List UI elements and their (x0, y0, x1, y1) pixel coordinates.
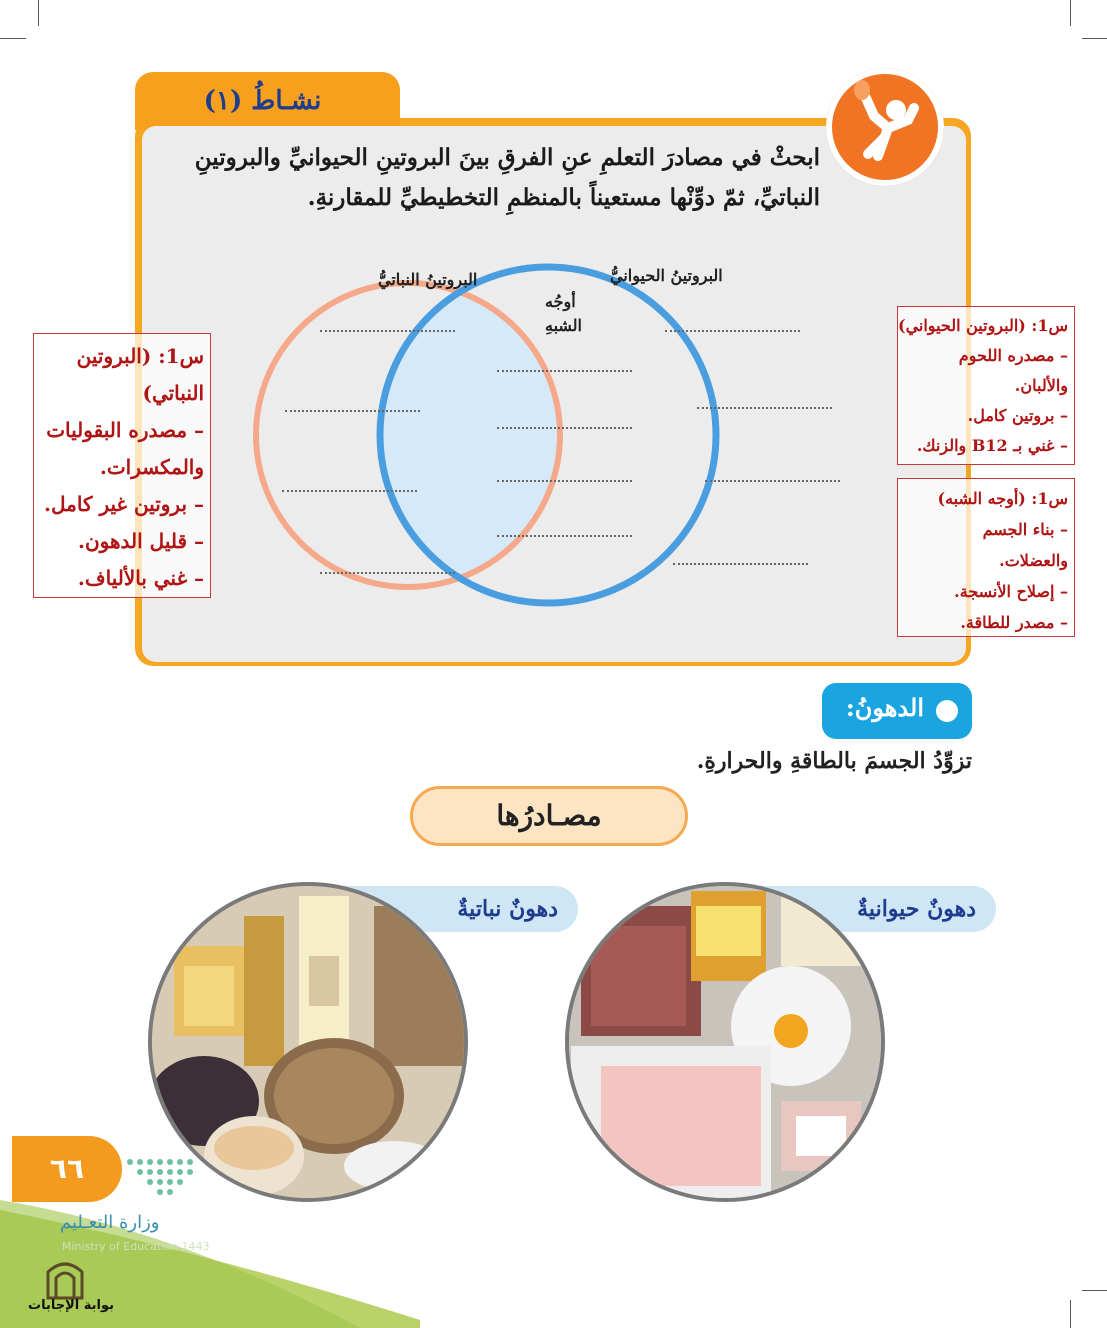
activity-badge-icon (826, 68, 944, 186)
animal-fats-photo (565, 882, 885, 1202)
note-line: س1: (البروتين الحيواني) (898, 316, 1068, 335)
activity-instruction (160, 138, 820, 218)
activity-title: نشـاطُ (١) (203, 86, 322, 116)
answer-line (665, 330, 800, 332)
site-watermark: بوابة الإجابات (28, 1298, 114, 1313)
note-line: – مصدر للطاقة. (960, 613, 1068, 632)
note-line: – قليل الدهون. (78, 529, 204, 553)
answer-line (673, 563, 808, 565)
fats-description: تزوِّدُ الجسمَ بالطاقةِ والحرارةِ. (696, 748, 972, 774)
page-number: ٦٦ (12, 1136, 122, 1202)
note-line: والعضلات. (999, 551, 1068, 570)
ministry-dots-icon (120, 1156, 200, 1198)
note-line: – غني بالألياف. (77, 566, 204, 590)
fats-heading-text: الدهونُ: (845, 693, 924, 722)
answer-note-similarities (897, 478, 1075, 637)
venn-left-label: البروتينُ النباتيُّ (378, 270, 478, 289)
activity-tab (135, 72, 400, 130)
note-line: س1: (أوجه الشبه) (937, 489, 1068, 508)
sources-heading: مصـادرُها (410, 786, 688, 846)
crop-mark (1082, 38, 1107, 39)
gate-logo-icon (44, 1256, 86, 1300)
answer-note-animal (897, 306, 1075, 465)
note-line: – بروتين غير كامل. (44, 492, 204, 516)
answer-line (497, 427, 632, 429)
note-line: – إصلاح الأنسجة. (954, 582, 1068, 601)
ministry-year: 1443 (181, 1240, 210, 1253)
crop-mark (0, 38, 26, 39)
note-line: – مصدره اللحوم (958, 346, 1068, 365)
venn-middle-label: أوجُه (545, 292, 576, 311)
bullet-icon (936, 700, 958, 722)
venn-diagram (240, 225, 720, 645)
ministry-name-en (62, 1240, 210, 1253)
answer-line (497, 535, 632, 537)
crop-mark (38, 0, 39, 26)
answer-line (497, 480, 632, 482)
answer-line (320, 330, 455, 332)
venn-right-label: البروتينُ الحيوانيُّ (610, 266, 723, 285)
note-line: – بروتين كامل. (967, 406, 1068, 425)
crop-mark (1070, 0, 1071, 26)
note-line: – غني بـ B12 والزنك. (916, 436, 1068, 455)
crop-mark (1070, 1300, 1071, 1328)
note-line: والألبان. (1014, 376, 1068, 395)
animal-fats-label: دهونٌ حيوانيةٌ (700, 886, 996, 932)
note-line: النباتي) (142, 381, 204, 405)
plant-fats-photo (148, 882, 468, 1202)
answer-line (697, 407, 832, 409)
instruction-line: النباتيِّ، ثمّ دوِّنْها مستعيناً بالمنظمِ التخطيطيِّ للمقارنةِ. (307, 184, 820, 211)
instruction-line: ابحثْ في مصادرَ التعلمِ عنِ الفرقِ بينَ البروتينِ الحيوانيِّ والبروتينِ (194, 144, 820, 171)
note-line: والمكسرات. (99, 455, 204, 479)
venn-middle-label: الشبهِ (545, 316, 582, 335)
answer-note-plant (33, 333, 211, 598)
answer-line (285, 410, 420, 412)
plant-fats-label: دهونٌ نباتيةٌ (290, 886, 578, 932)
fats-heading (822, 683, 972, 739)
answer-line (497, 370, 632, 372)
ministry-name-en-text: Ministry of Education (62, 1240, 179, 1253)
ministry-name: وزارة التعـليم (60, 1212, 160, 1233)
note-line: – مصدره البقوليات (46, 418, 204, 442)
crop-mark (1082, 1290, 1107, 1291)
answer-line (282, 490, 417, 492)
answer-line (320, 572, 455, 574)
note-line: س1: (البروتين (76, 344, 204, 368)
answer-line (705, 480, 840, 482)
note-line: – بناء الجسم (982, 520, 1068, 539)
